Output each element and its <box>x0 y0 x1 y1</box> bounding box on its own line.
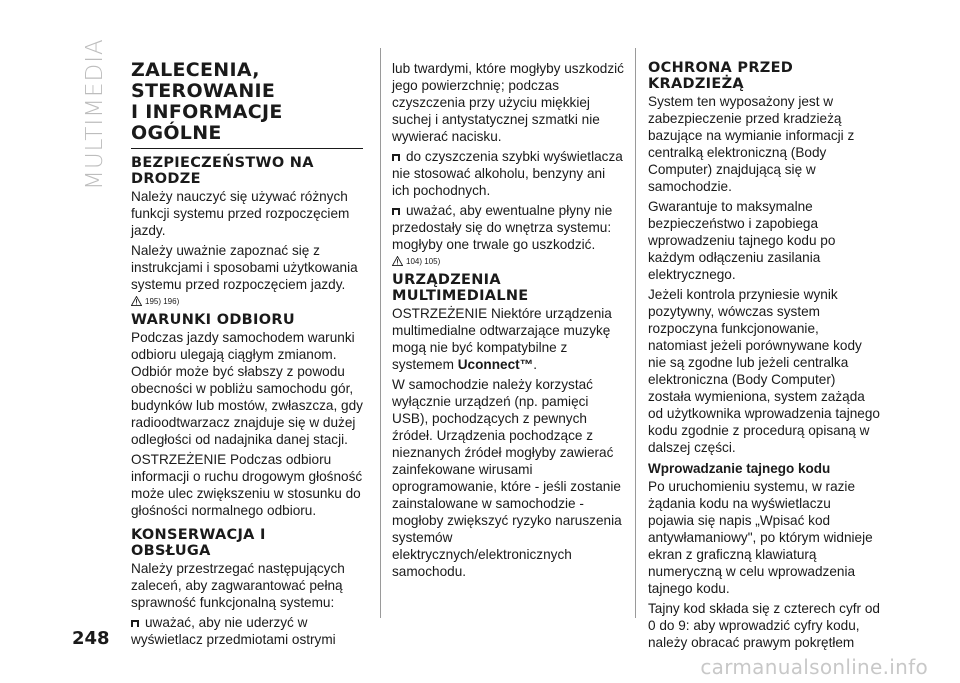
section-heading-maintenance <box>131 527 363 559</box>
heading-line: OCHRONA PRZED <box>648 60 794 76</box>
column-3 <box>648 60 880 654</box>
paragraph: Należy nauczyć się używać różnych funkcji systemu przed rozpoczęciem jazdy. <box>131 189 350 238</box>
bullet-marker-icon <box>392 206 402 215</box>
heading-line: OBSŁUGA <box>131 543 211 559</box>
heading-line: KONSERWACJA I <box>131 527 266 543</box>
paragraph: lub twardymi, które mogłyby uszkodzić jego powierzchnię; podczas czyszczenia przy użyciu miękkiej suchej i antystatycznej szmatki nie wywierać nacisku. <box>392 61 624 144</box>
paragraph: Należy przestrzegać następujących zaleceń, aby zagwarantować pełną sprawność funkcjonalną systemu: <box>131 561 345 610</box>
heading-line: URZĄDZENIA <box>392 272 501 288</box>
bullet-item <box>392 148 624 199</box>
section-heading-reception: WARUNKI ODBIORU <box>131 312 295 328</box>
paragraph: Gwarantuje to maksymalne bezpieczeństwo i zapobiega wprowadzeniu tajnego kodu po każdym odłączeniu zasilania elektrycznego. <box>648 199 836 282</box>
column-1 <box>131 60 363 651</box>
heading-line: KRADZIEŻĄ <box>648 76 744 92</box>
section-heading-road-safety <box>131 155 363 187</box>
watermark: carmanualsonline.info <box>700 655 928 679</box>
column-divider <box>380 48 381 618</box>
brand-name: Uconnect™ <box>457 357 534 372</box>
bullet-marker-icon <box>131 618 141 627</box>
section-heading-multimedia-devices <box>392 272 624 304</box>
paragraph: W samochodzie należy korzystać wyłącznie urządzeń (np. pamięci USB), pochodzących z pewnych źródeł. Urządzenia pochodzące z nieznanych źródeł mogłyby zawierać zainfekowane wirusami oprogramowanie, które - jeśli zostanie zainstalowane w samochodzie - mogłoby zwiększyć ryzyko naruszenia systemów elektrycznych/elektronicznych samochodu. <box>392 377 622 579</box>
bullet-text: do czyszczenia szybki wyświetlacza nie stosować alkoholu, benzyny ani ich pochodnych. <box>392 149 623 198</box>
reference-numbers: 195) 196) <box>145 296 180 306</box>
bullet-item <box>131 614 363 648</box>
chapter-title <box>131 60 363 149</box>
paragraph <box>392 305 624 373</box>
chapter-title-line: ZALECENIA, <box>131 59 260 81</box>
chapter-title-line: OGÓLNE <box>131 122 222 144</box>
chapter-title-line: STEROWANIE <box>131 80 276 102</box>
paragraph: Należy uważnie zapoznać się z instrukcjami i sposobami użytkowania systemu przed rozpoczęciem jazdy. <box>131 243 358 292</box>
heading-line: BEZPIECZEŃSTWO NA <box>131 155 314 171</box>
text-span: . <box>533 357 538 372</box>
warning-triangle-icon <box>131 296 142 306</box>
paragraph: OSTRZEŻENIE Podczas odbioru informacji o ruchu drogowym głośność może ulec zwiększeniu w stosunku do głośności normalnego odbioru. <box>131 452 363 518</box>
paragraph: Podczas jazdy samochodem warunki odbioru ulegają ciągłym zmianom. Odbiór może być słabszy z powodu obecności w pobliżu samochodu gór, budynków lub mostów, zwłaszcza, gdy radioodtwarzacz znajduje się w dużej odległości od nadajnika danej stacji. <box>131 330 363 447</box>
heading-line: MULTIMEDIALNE <box>392 288 529 304</box>
chapter-title-line: I INFORMACJE <box>131 101 283 123</box>
reference-numbers: 104) 105) <box>406 256 441 266</box>
heading-line: DRODZE <box>131 171 201 187</box>
paragraph: Jeżeli kontrola przyniesie wynik pozytywny, wówczas system rozpoczyna funkcjonowanie, natomiast jeżeli porównywane kody nie są zgodne lub jeżeli centralka elektroniczna (Body Computer) została wymieniona, system zażąda od użytkownika wprowadzenia tajnego kodu zgodnie z procedurą opisaną w dalszej części. <box>648 287 880 455</box>
warning-references <box>131 296 363 306</box>
bullet-text: uważać, aby ewentualne płyny nie przedostały się do wnętrza systemu: mogłyby one trwale go uszkodzić. <box>392 203 613 252</box>
bullet-text: uważać, aby nie uderzyć w wyświetlacz przedmiotami ostrymi <box>131 615 336 647</box>
paragraph: Po uruchomieniu systemu, w razie żądania kodu na wyświetlaczu pojawia się napis „Wpisać kod antywłamaniowy", po którym widnieje ekran z graficzną klawiaturą numeryczną w celu wprowadzenia tajnego kodu. <box>648 479 873 596</box>
paragraph: System ten wyposażony jest w zabezpieczenie przed kradzieżą bazujące na wymianie informacji z centralką elektroniczną (Body Computer) znajdującą się w samochodzie. <box>648 94 855 194</box>
page-number: 248 <box>72 628 110 649</box>
text-span: OSTRZEŻENIE Niektóre urządzenia multimedialne odtwarzające muzykę mogą nie być kompatybilne z systemem <box>392 306 612 372</box>
paragraph: Tajny kod składa się z czterech cyfr od 0 do 9: aby wprowadzić cyfry kodu, należy obracać prawym pokrętłem <box>648 601 880 650</box>
warning-references <box>392 256 624 266</box>
bullet-marker-icon <box>392 152 402 161</box>
warning-triangle-icon <box>392 256 403 266</box>
section-side-label: MULTIMEDIA <box>82 38 108 190</box>
bullet-item <box>392 202 624 253</box>
column-2 <box>392 60 624 583</box>
section-heading-anti-theft <box>648 60 880 92</box>
subheading-code-entry: Wprowadzanie tajnego kodu <box>648 461 831 476</box>
column-divider <box>635 48 636 618</box>
